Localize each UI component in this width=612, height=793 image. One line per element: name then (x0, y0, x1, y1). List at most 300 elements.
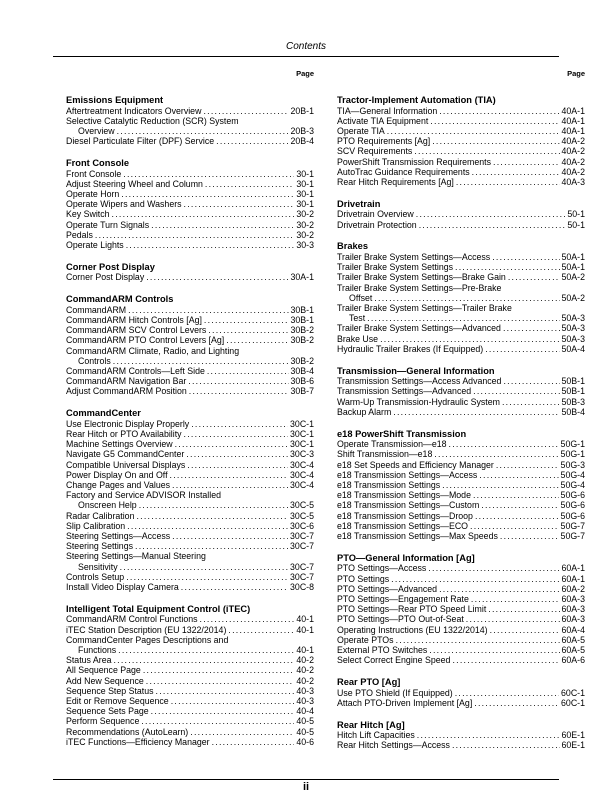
entry-page: 50B-1 (561, 386, 585, 397)
toc-entry[interactable] (337, 635, 585, 645)
toc-entry[interactable] (337, 272, 585, 282)
entry-title: e18 Set Speeds and Efficiency Manager (337, 459, 494, 470)
toc-entry[interactable] (66, 126, 314, 136)
toc-section (337, 677, 585, 708)
toc-entry[interactable] (66, 325, 314, 335)
toc-entry[interactable] (66, 439, 314, 449)
toc-entry[interactable] (66, 645, 314, 655)
toc-entry[interactable] (337, 334, 585, 344)
entry-title: Aftertreatment Indicators Overview (66, 105, 202, 116)
entry-page: 50B-3 (561, 396, 585, 407)
dot-leader (200, 614, 295, 624)
toc-entry[interactable] (66, 106, 314, 116)
toc-entry[interactable] (337, 574, 585, 584)
toc-entry[interactable] (337, 106, 585, 116)
section-title: Rear PTO [Ag] (337, 677, 401, 688)
section-title: Intelligent Total Equipment Control (iTEC) (66, 603, 251, 614)
toc-entry[interactable] (337, 470, 585, 480)
entry-title: Hitch Lift Capacities (337, 730, 415, 741)
dot-leader (393, 407, 559, 417)
entry-page: 40-2 (296, 655, 314, 666)
toc-entry[interactable] (337, 344, 585, 354)
toc-entry[interactable] (66, 686, 314, 696)
toc-entry[interactable] (66, 272, 314, 282)
toc-sections-left (66, 95, 314, 747)
toc-entry[interactable] (66, 449, 314, 459)
entry-page: 50A-4 (561, 343, 585, 354)
entry-title: Drivetrain Protection (337, 219, 417, 230)
entry-page: 50A-3 (561, 313, 585, 324)
entry-title: Drivetrain Overview (337, 209, 414, 220)
dot-leader (417, 730, 560, 740)
entry-page: 30B-7 (290, 386, 314, 397)
toc-entry[interactable] (337, 157, 585, 167)
dot-leader (207, 366, 289, 376)
entry-title: Recommendations (AutoLearn) (66, 726, 189, 737)
footer-rule (53, 779, 559, 780)
entry-page: 50A-1 (561, 262, 585, 273)
toc-entry[interactable] (66, 305, 314, 315)
toc-entry[interactable] (66, 240, 314, 250)
toc-entry[interactable] (337, 698, 585, 708)
dot-leader (186, 449, 288, 459)
toc-section (66, 95, 314, 146)
entry-page: 30C-7 (290, 541, 314, 552)
entry-title: Front Console (66, 168, 122, 179)
dot-leader (95, 230, 294, 240)
entry-page: 50A-1 (561, 252, 585, 262)
header-rule (53, 56, 559, 57)
dot-leader (141, 716, 294, 726)
toc-entry[interactable] (337, 531, 585, 541)
toc-entry[interactable] (66, 189, 314, 199)
entry-page: 20B-3 (290, 126, 314, 136)
entry-page: 30-2 (296, 209, 314, 220)
toc-entry[interactable] (337, 283, 585, 293)
entry-title: Hydraulic Trailer Brakes (If Equipped) (337, 343, 484, 354)
entry-title: iTEC Station Description (EU 1322/2014) (66, 624, 227, 635)
entry-page: 50G-1 (560, 439, 585, 450)
entry-title: Functions (78, 645, 117, 656)
toc-entry[interactable] (337, 614, 585, 624)
section-title: Corner Post Display (66, 261, 155, 272)
entry-title: Factory and Service ADVISOR Installed (66, 490, 221, 501)
dot-leader (470, 521, 559, 531)
dot-leader (226, 335, 288, 345)
dot-leader (203, 106, 288, 116)
entry-title: Operate Wipers and Washers (66, 199, 182, 210)
entry-page: 40-6 (296, 736, 314, 747)
entry-page: 30C-6 (290, 520, 314, 531)
toc-entry[interactable] (337, 220, 585, 230)
entry-page: 20B-1 (290, 105, 314, 116)
toc-entry[interactable] (66, 199, 314, 209)
dot-leader (187, 460, 288, 470)
dot-leader (136, 511, 288, 521)
dot-leader (184, 429, 288, 439)
entry-title: Trailer Brake System Settings (337, 262, 454, 273)
entry-page: 60A-6 (561, 655, 585, 666)
entry-page: 60A-5 (561, 645, 585, 656)
toc-entry[interactable] (66, 676, 314, 686)
toc-entry[interactable] (337, 293, 585, 303)
entry-title: Trailer Brake System Settings—Advanced (337, 323, 501, 334)
entry-page: 50G-4 (560, 480, 585, 491)
toc-entry[interactable] (66, 665, 314, 675)
dot-leader (391, 574, 559, 584)
entry-title: CommandARM PTO Control Levers [Ag] (66, 335, 225, 346)
toc-section (337, 720, 585, 751)
toc-entry[interactable] (337, 303, 585, 313)
dot-leader (479, 470, 558, 480)
toc-entry[interactable] (66, 521, 314, 531)
entry-title: Steering Settings (66, 541, 133, 552)
toc-entry[interactable] (337, 407, 585, 417)
toc-entry[interactable] (66, 169, 314, 179)
toc-entry[interactable] (337, 511, 585, 521)
toc-entry[interactable] (66, 625, 314, 635)
dot-leader (434, 449, 558, 459)
entry-page: 20B-4 (290, 136, 314, 147)
dot-leader (496, 460, 559, 470)
toc-entry[interactable] (66, 315, 314, 325)
dot-leader (508, 272, 560, 282)
toc-entry[interactable] (337, 136, 585, 146)
entry-title: Diesel Particulate Filter (DPF) Service (66, 136, 215, 147)
dot-leader (212, 737, 295, 747)
entry-title: Rear Hitch Settings—Access (337, 740, 450, 751)
section-title: CommandARM Controls (66, 294, 174, 305)
toc-entry[interactable] (337, 480, 585, 490)
entry-page: 30C-7 (290, 571, 314, 582)
entry-page: 40A-1 (561, 115, 585, 126)
entry-page: 60E-1 (561, 730, 585, 741)
dot-leader (184, 199, 295, 209)
toc-entry[interactable] (337, 594, 585, 604)
toc-entry[interactable] (66, 335, 314, 345)
toc-entry[interactable] (337, 688, 585, 698)
toc-entry[interactable] (66, 706, 314, 716)
dot-leader (387, 126, 560, 136)
toc-entry[interactable] (66, 419, 314, 429)
entry-title: Power Display On and Off (66, 469, 168, 480)
entry-title: Trailer Brake System Settings—Pre-Brake (337, 282, 502, 293)
entry-page: 50A-2 (561, 272, 585, 283)
entry-page: 40-1 (296, 614, 314, 625)
entry-page: 40A-1 (561, 126, 585, 136)
entry-title: Add New Sequence (66, 675, 144, 686)
toc-entry[interactable] (66, 727, 314, 737)
toc-section (337, 429, 585, 542)
entry-page: 40-5 (296, 716, 314, 727)
toc-entry[interactable] (337, 146, 585, 156)
entry-title: Machine Settings Overview (66, 439, 173, 450)
dot-leader (503, 376, 559, 386)
dot-leader (112, 209, 295, 219)
toc-section (66, 294, 314, 396)
toc-entry[interactable] (66, 500, 314, 510)
toc-entry[interactable] (337, 209, 585, 219)
entry-title: Corner Post Display (66, 272, 145, 283)
toc-entry[interactable] (337, 252, 585, 262)
entry-title: Status Area (66, 655, 112, 666)
entry-page: 60A-4 (561, 624, 585, 635)
entry-title: Selective Catalytic Reduction (SCR) System (66, 115, 239, 126)
toc-entry[interactable] (337, 439, 585, 449)
toc-entry[interactable] (66, 511, 314, 521)
entry-page: 30C-4 (290, 469, 314, 480)
toc-section (337, 241, 585, 354)
toc-entry[interactable] (337, 313, 585, 323)
entry-page: 50G-7 (560, 531, 585, 542)
entry-title: AutoTrac Guidance Requirements (337, 166, 470, 177)
toc-entry[interactable] (337, 500, 585, 510)
dot-leader (396, 635, 560, 645)
toc-entry[interactable] (66, 366, 314, 376)
entry-title: Operate Lights (66, 240, 124, 251)
entry-title: Transmission Settings—Advanced (337, 386, 472, 397)
entry-title: Steering Settings—Access (66, 531, 171, 542)
dot-leader (121, 189, 294, 199)
toc-entry[interactable] (66, 572, 314, 582)
toc-entry[interactable] (66, 480, 314, 490)
toc-section (337, 366, 585, 417)
entry-title: Steering Settings—Manual Steering (66, 551, 206, 562)
running-header-title: Contents (285, 41, 327, 52)
entry-page: 30-2 (296, 219, 314, 230)
toc-entry[interactable] (337, 604, 585, 614)
entry-page: 30A-1 (290, 272, 314, 283)
entry-page: 50G-6 (560, 510, 585, 521)
entry-title: All Sequence Page (66, 665, 141, 676)
toc-entry[interactable] (337, 116, 585, 126)
section-title: CommandCenter (66, 408, 141, 419)
page-number: ii (302, 781, 310, 793)
toc-entry[interactable] (337, 730, 585, 740)
dot-leader (500, 531, 559, 541)
entry-title: CommandARM SCV Control Levers (66, 325, 207, 336)
entry-page: 40-1 (296, 624, 314, 635)
toc-entry[interactable] (66, 562, 314, 572)
toc-entry[interactable] (66, 614, 314, 624)
entry-title: Select Correct Engine Speed (337, 655, 451, 666)
entry-page: 30-1 (296, 199, 314, 210)
dot-leader (493, 157, 560, 167)
entry-title: Edit or Remove Sequence (66, 696, 169, 707)
toc-entry[interactable] (337, 167, 585, 177)
dot-leader (503, 323, 560, 333)
dot-leader (471, 594, 560, 604)
entry-page: 50B-1 (561, 376, 585, 387)
entry-title: Pedals (66, 229, 93, 240)
entry-title: e18 Transmission Settings (337, 480, 441, 491)
toc-entry[interactable] (337, 655, 585, 665)
toc-entry[interactable] (337, 397, 585, 407)
toc-section (337, 553, 585, 666)
entry-page: 40-3 (296, 696, 314, 707)
toc-entry[interactable] (337, 449, 585, 459)
entry-page: 30C-4 (290, 480, 314, 491)
dot-leader (419, 220, 566, 230)
dot-leader (190, 727, 294, 737)
toc-entry[interactable] (66, 116, 314, 126)
entry-page: 50A-3 (561, 323, 585, 334)
entry-title: Sequence Step Status (66, 685, 154, 696)
entry-title: e18 Transmission Settings—Custom (337, 500, 480, 511)
entry-page: 40A-1 (561, 105, 585, 116)
toc-entry[interactable] (66, 551, 314, 561)
entry-title: Operate Horn (66, 189, 120, 199)
toc-entry[interactable] (66, 429, 314, 439)
entry-title: Offset (349, 292, 373, 303)
toc-entry[interactable] (66, 230, 314, 240)
entry-title: Transmission Settings—Access Advanced (337, 376, 502, 387)
entry-title: Backup Alarm (337, 406, 392, 417)
entry-title: Adjust CommandARM Position (66, 386, 187, 397)
dot-leader (452, 740, 560, 750)
entry-title: Adjust Steering Wheel and Column (66, 178, 203, 189)
toc-entry[interactable] (66, 470, 314, 480)
dot-leader (439, 106, 559, 116)
toc-entry[interactable] (66, 460, 314, 470)
entry-title: Operate TIA (337, 126, 385, 136)
dot-leader (430, 116, 559, 126)
dot-leader (439, 584, 559, 594)
entry-page: 60A-1 (561, 563, 585, 574)
dot-leader (128, 305, 288, 315)
entry-title: CommandARM Navigation Bar (66, 376, 187, 387)
toc-entry[interactable] (66, 386, 314, 396)
toc-entry[interactable] (337, 262, 585, 272)
entry-title: PTO Settings—Access (337, 563, 427, 574)
entry-title: Shift Transmission—e18 (337, 449, 433, 460)
entry-page: 30B-2 (290, 325, 314, 336)
entry-page: 40-4 (296, 706, 314, 717)
entry-page: 30B-2 (290, 355, 314, 366)
toc-entry[interactable] (66, 696, 314, 706)
dot-leader (139, 500, 288, 510)
dot-leader (170, 470, 288, 480)
entry-title: Slip Calibration (66, 520, 126, 531)
toc-entry[interactable] (337, 645, 585, 655)
entry-page: 60A-5 (561, 634, 585, 645)
entry-page: 40-2 (296, 665, 314, 676)
entry-title: Change Pages and Values (66, 480, 171, 491)
entry-page: 30-2 (296, 229, 314, 240)
entry-title: Perform Sequence (66, 716, 140, 727)
dot-leader (181, 582, 288, 592)
dot-leader (205, 179, 294, 189)
entry-page: 50G-6 (560, 490, 585, 501)
entry-title: CommandARM Control Functions (66, 614, 198, 625)
entry-title: Attach PTO-Driven Implement [Ag] (337, 697, 473, 708)
toc-entry[interactable] (66, 737, 314, 747)
toc-entry[interactable] (66, 716, 314, 726)
toc-entry[interactable] (66, 346, 314, 356)
entry-page: 30-3 (296, 240, 314, 251)
toc-entry[interactable] (66, 179, 314, 189)
entry-page: 30C-8 (290, 582, 314, 593)
toc-entry[interactable] (337, 521, 585, 531)
entry-title: PTO Settings—Advanced (337, 583, 438, 594)
toc-entry[interactable] (337, 126, 585, 136)
toc-section (66, 158, 314, 250)
entry-page: 30C-5 (290, 500, 314, 511)
entry-title: Use PTO Shield (If Equipped) (337, 687, 453, 698)
dot-leader (123, 169, 294, 179)
toc-entry[interactable] (66, 220, 314, 230)
dot-leader (502, 397, 560, 407)
entry-page: 30C-7 (290, 561, 314, 572)
toc-entry[interactable] (66, 356, 314, 366)
toc-entry[interactable] (66, 541, 314, 551)
toc-entry[interactable] (337, 177, 585, 187)
dot-leader (127, 521, 288, 531)
entry-page: 30C-4 (290, 459, 314, 470)
dot-leader (455, 262, 559, 272)
entry-title: PowerShift Transmission Requirements (337, 156, 492, 167)
entry-title: Rear Hitch Requirements [Ag] (337, 177, 454, 188)
entry-page: 50-1 (567, 219, 585, 230)
toc-entry[interactable] (66, 531, 314, 541)
toc-entry[interactable] (337, 584, 585, 594)
toc-entry[interactable] (337, 323, 585, 333)
toc-entry[interactable] (337, 740, 585, 750)
toc-entry[interactable] (337, 625, 585, 635)
entry-title: PTO Settings—PTO Out-of-Seat (337, 614, 464, 625)
toc-entry[interactable] (337, 563, 585, 573)
dot-leader (380, 334, 559, 344)
toc-entry[interactable] (66, 490, 314, 500)
toc-entry[interactable] (337, 386, 585, 396)
toc-entry[interactable] (337, 460, 585, 470)
entry-title: Brake Use (337, 333, 379, 344)
toc-entry[interactable] (66, 136, 314, 146)
dot-leader (466, 614, 560, 624)
entry-title: Trailer Brake System Settings—Trailer Brake (337, 303, 512, 314)
entry-page: 60A-1 (561, 573, 585, 584)
dot-leader (126, 572, 288, 582)
toc-entry[interactable] (66, 655, 314, 665)
toc-entry[interactable] (66, 209, 314, 219)
dot-leader (156, 686, 295, 696)
dot-leader (117, 126, 289, 136)
dot-leader (475, 511, 559, 521)
entry-title: Use Electronic Display Properly (66, 418, 190, 429)
toc-entry[interactable] (337, 376, 585, 386)
toc-entry[interactable] (66, 635, 314, 645)
dot-leader (367, 313, 559, 323)
dot-leader (228, 625, 294, 635)
dot-leader (488, 604, 559, 614)
dot-leader (428, 563, 559, 573)
entry-page: 50G-1 (560, 449, 585, 460)
dot-leader (146, 272, 288, 282)
dot-leader (472, 167, 560, 177)
entry-page: 40-1 (296, 645, 314, 656)
dot-leader (429, 645, 559, 655)
page-column-label: Page (567, 69, 585, 78)
entry-title: e18 Transmission Settings—Access (337, 469, 478, 480)
dot-leader (416, 209, 566, 219)
entry-title: CommandARM Hitch Controls [Ag] (66, 315, 202, 325)
toc-entry[interactable] (66, 376, 314, 386)
toc-entry[interactable] (337, 490, 585, 500)
toc-entry[interactable] (66, 582, 314, 592)
entry-title: e18 Transmission Settings—Mode (337, 490, 471, 501)
dot-leader (374, 293, 559, 303)
entry-page: 60E-1 (561, 740, 585, 751)
